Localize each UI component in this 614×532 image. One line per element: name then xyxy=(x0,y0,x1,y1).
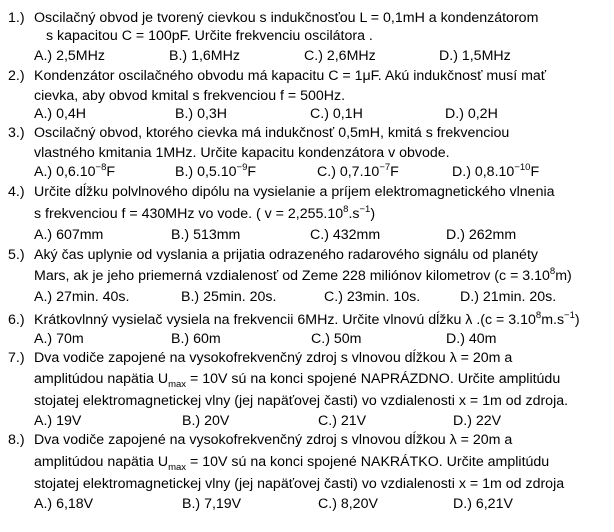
option-c: C.) 432mm xyxy=(310,227,381,243)
option-c: C.) $0,7.10^{-7}F$ xyxy=(317,162,399,180)
option-d: D.) $0,8.10^{-10}F$ xyxy=(452,162,540,180)
option-a: A.) 27min. 40s. xyxy=(34,289,130,305)
question-8-options xyxy=(0,494,614,514)
option-d: D.) 40m xyxy=(446,331,497,347)
option-c: C.) 50m xyxy=(311,331,362,347)
question-text-line: Určite dĺžku polvlnového dipólu na vysielanie a príjem elektromagnetického vlnenia xyxy=(34,184,555,200)
question-text-line: amplitúdou napätia $U_{max} = 10V$ sú na konci spojené NAPRÁZDNO. Určite amplitúdu xyxy=(34,371,561,390)
question-text-line: s frekvenciou f = 430MHz vo vode. ( $v = 2,255.10^8.s^{-1}$) xyxy=(34,204,376,222)
option-b: B.) 7,19V xyxy=(182,496,242,512)
option-a: A.) 2,5MHz xyxy=(34,48,105,64)
question-text-line: stojatej elektromagnetickej vlny (jej napäťovej časti) vo vzdialenosti x = 1m od zdroja xyxy=(34,476,565,492)
question-1-options xyxy=(0,46,614,66)
question-3 xyxy=(0,123,614,143)
option-c: C.) 0,1H xyxy=(310,106,363,122)
option-a: A.) 0,4H xyxy=(34,106,87,122)
question-number: 3.) xyxy=(8,125,25,141)
option-b: B.) 25min. 20s. xyxy=(181,289,277,305)
question-number: 8.) xyxy=(8,432,25,448)
question-number: 5.) xyxy=(8,247,25,263)
question-2 xyxy=(0,66,614,86)
option-a: A.) 70m xyxy=(34,331,84,347)
question-6 xyxy=(0,310,614,330)
question-5 xyxy=(0,245,614,265)
question-text-line: Oscilačný obvod, ktorého cievka má indukčnosť 0,5mH, kmitá s frekvenciou xyxy=(34,125,510,141)
option-c: C.) 21V xyxy=(318,413,367,429)
question-text-line: amplitúdou napätia $U_{max} = 10V$ sú na konci spojené NAKRÁTKO. Určite amplitúdu xyxy=(34,454,550,473)
question-number: 6.) xyxy=(8,312,25,328)
question-text-line: Dva vodiče zapojené na vysokofrekvenčný zdroj s vlnovou dĺžkou λ = 20m a xyxy=(34,432,513,448)
question-number: 2.) xyxy=(8,68,25,84)
option-b: B.) $0,5.10^{-9}F$ xyxy=(175,162,257,180)
option-d: D.) 1,5MHz xyxy=(439,48,511,64)
question-2-options xyxy=(0,104,614,124)
option-c: C.) 23min. 10s. xyxy=(324,289,421,305)
option-b: B.) 1,6MHz xyxy=(169,48,240,64)
option-c: C.) 2,6MHz xyxy=(304,48,376,64)
question-4-options xyxy=(0,225,614,245)
question-text-line: cievka, aby obvod kmital s frekvenciou f = 500Hz. xyxy=(34,88,346,104)
question-number: 4.) xyxy=(8,184,25,200)
question-1 xyxy=(0,8,614,28)
option-a: A.) 6,18V xyxy=(34,496,94,512)
question-8 xyxy=(0,430,614,450)
option-a: A.) 19V xyxy=(34,413,82,429)
question-text-line: Oscilačný obvod je tvorený cievkou s indukčnosťou L = 0,1mH a kondenzátorom xyxy=(34,10,539,26)
question-8-line-3 xyxy=(0,474,614,494)
option-b: B.) 60m xyxy=(171,331,221,347)
question-7-options xyxy=(0,411,614,431)
question-text-line: stojatej elektromagnetickej vlny (jej napäťovej časti) vo vzdialenosti x = 1m od zdroja. xyxy=(34,393,569,409)
question-text-line: Mars, ak je jeho priemerná vzdialenosť od Zeme 228 miliónov kilometrov $(c = 3.10^8m)$ xyxy=(34,266,572,284)
option-a: A.) 607mm xyxy=(34,227,104,243)
question-1-line-2 xyxy=(0,26,614,46)
option-d: D.) 0,2H xyxy=(445,106,498,122)
option-b: B.) 0,3H xyxy=(175,106,228,122)
option-d: D.) 21min. 20s. xyxy=(460,289,557,305)
question-number: 7.) xyxy=(8,350,25,366)
option-a: A.) $0,6.10^{-8}F$ xyxy=(34,162,116,180)
question-7 xyxy=(0,348,614,368)
question-4-line-2 xyxy=(0,204,614,224)
question-2-line-2 xyxy=(0,86,614,106)
option-d: D.) 22V xyxy=(453,413,502,429)
question-number: 1.) xyxy=(8,10,25,26)
question-3-options xyxy=(0,162,614,182)
question-text-line: Krátkovlnný vysielač vysiela na frekvencii 6MHz. Určite vlnovú dĺžku λ $.(c = 3.10^8m.s^{-1})$ xyxy=(34,310,580,328)
question-3-line-2 xyxy=(0,143,614,163)
question-7-line-2 xyxy=(0,369,614,389)
option-d: D.) 262mm xyxy=(446,227,517,243)
option-b: B.) 20V xyxy=(182,413,230,429)
question-text-line: vlastného kmitania 1MHz. Určite kapacitu kondenzátora v obvode. xyxy=(34,145,450,161)
question-text-line: Dva vodiče zapojené na vysokofrekvenčný zdroj s vlnovou dĺžkou λ = 20m a xyxy=(34,350,513,366)
question-text-line: s kapacitou C = 100pF. Určite frekvenciu oscilátora . xyxy=(46,28,373,44)
question-4 xyxy=(0,182,614,202)
question-7-line-3 xyxy=(0,391,614,411)
question-8-line-2 xyxy=(0,452,614,472)
question-text-line: Aký čas uplynie od vyslania a prijatia odrazeného radarového signálu od planéty xyxy=(34,247,538,263)
question-6-options xyxy=(0,329,614,349)
option-c: C.) 8,20V xyxy=(318,496,378,512)
question-5-options xyxy=(0,287,614,307)
question-5-line-2 xyxy=(0,266,614,286)
option-d: D.) 6,21V xyxy=(453,496,513,512)
question-text-line: Kondenzátor oscilačného obvodu má kapacitu C = 1μF. Akú indukčnosť musí mať xyxy=(34,68,547,84)
option-b: B.) 513mm xyxy=(171,227,241,243)
